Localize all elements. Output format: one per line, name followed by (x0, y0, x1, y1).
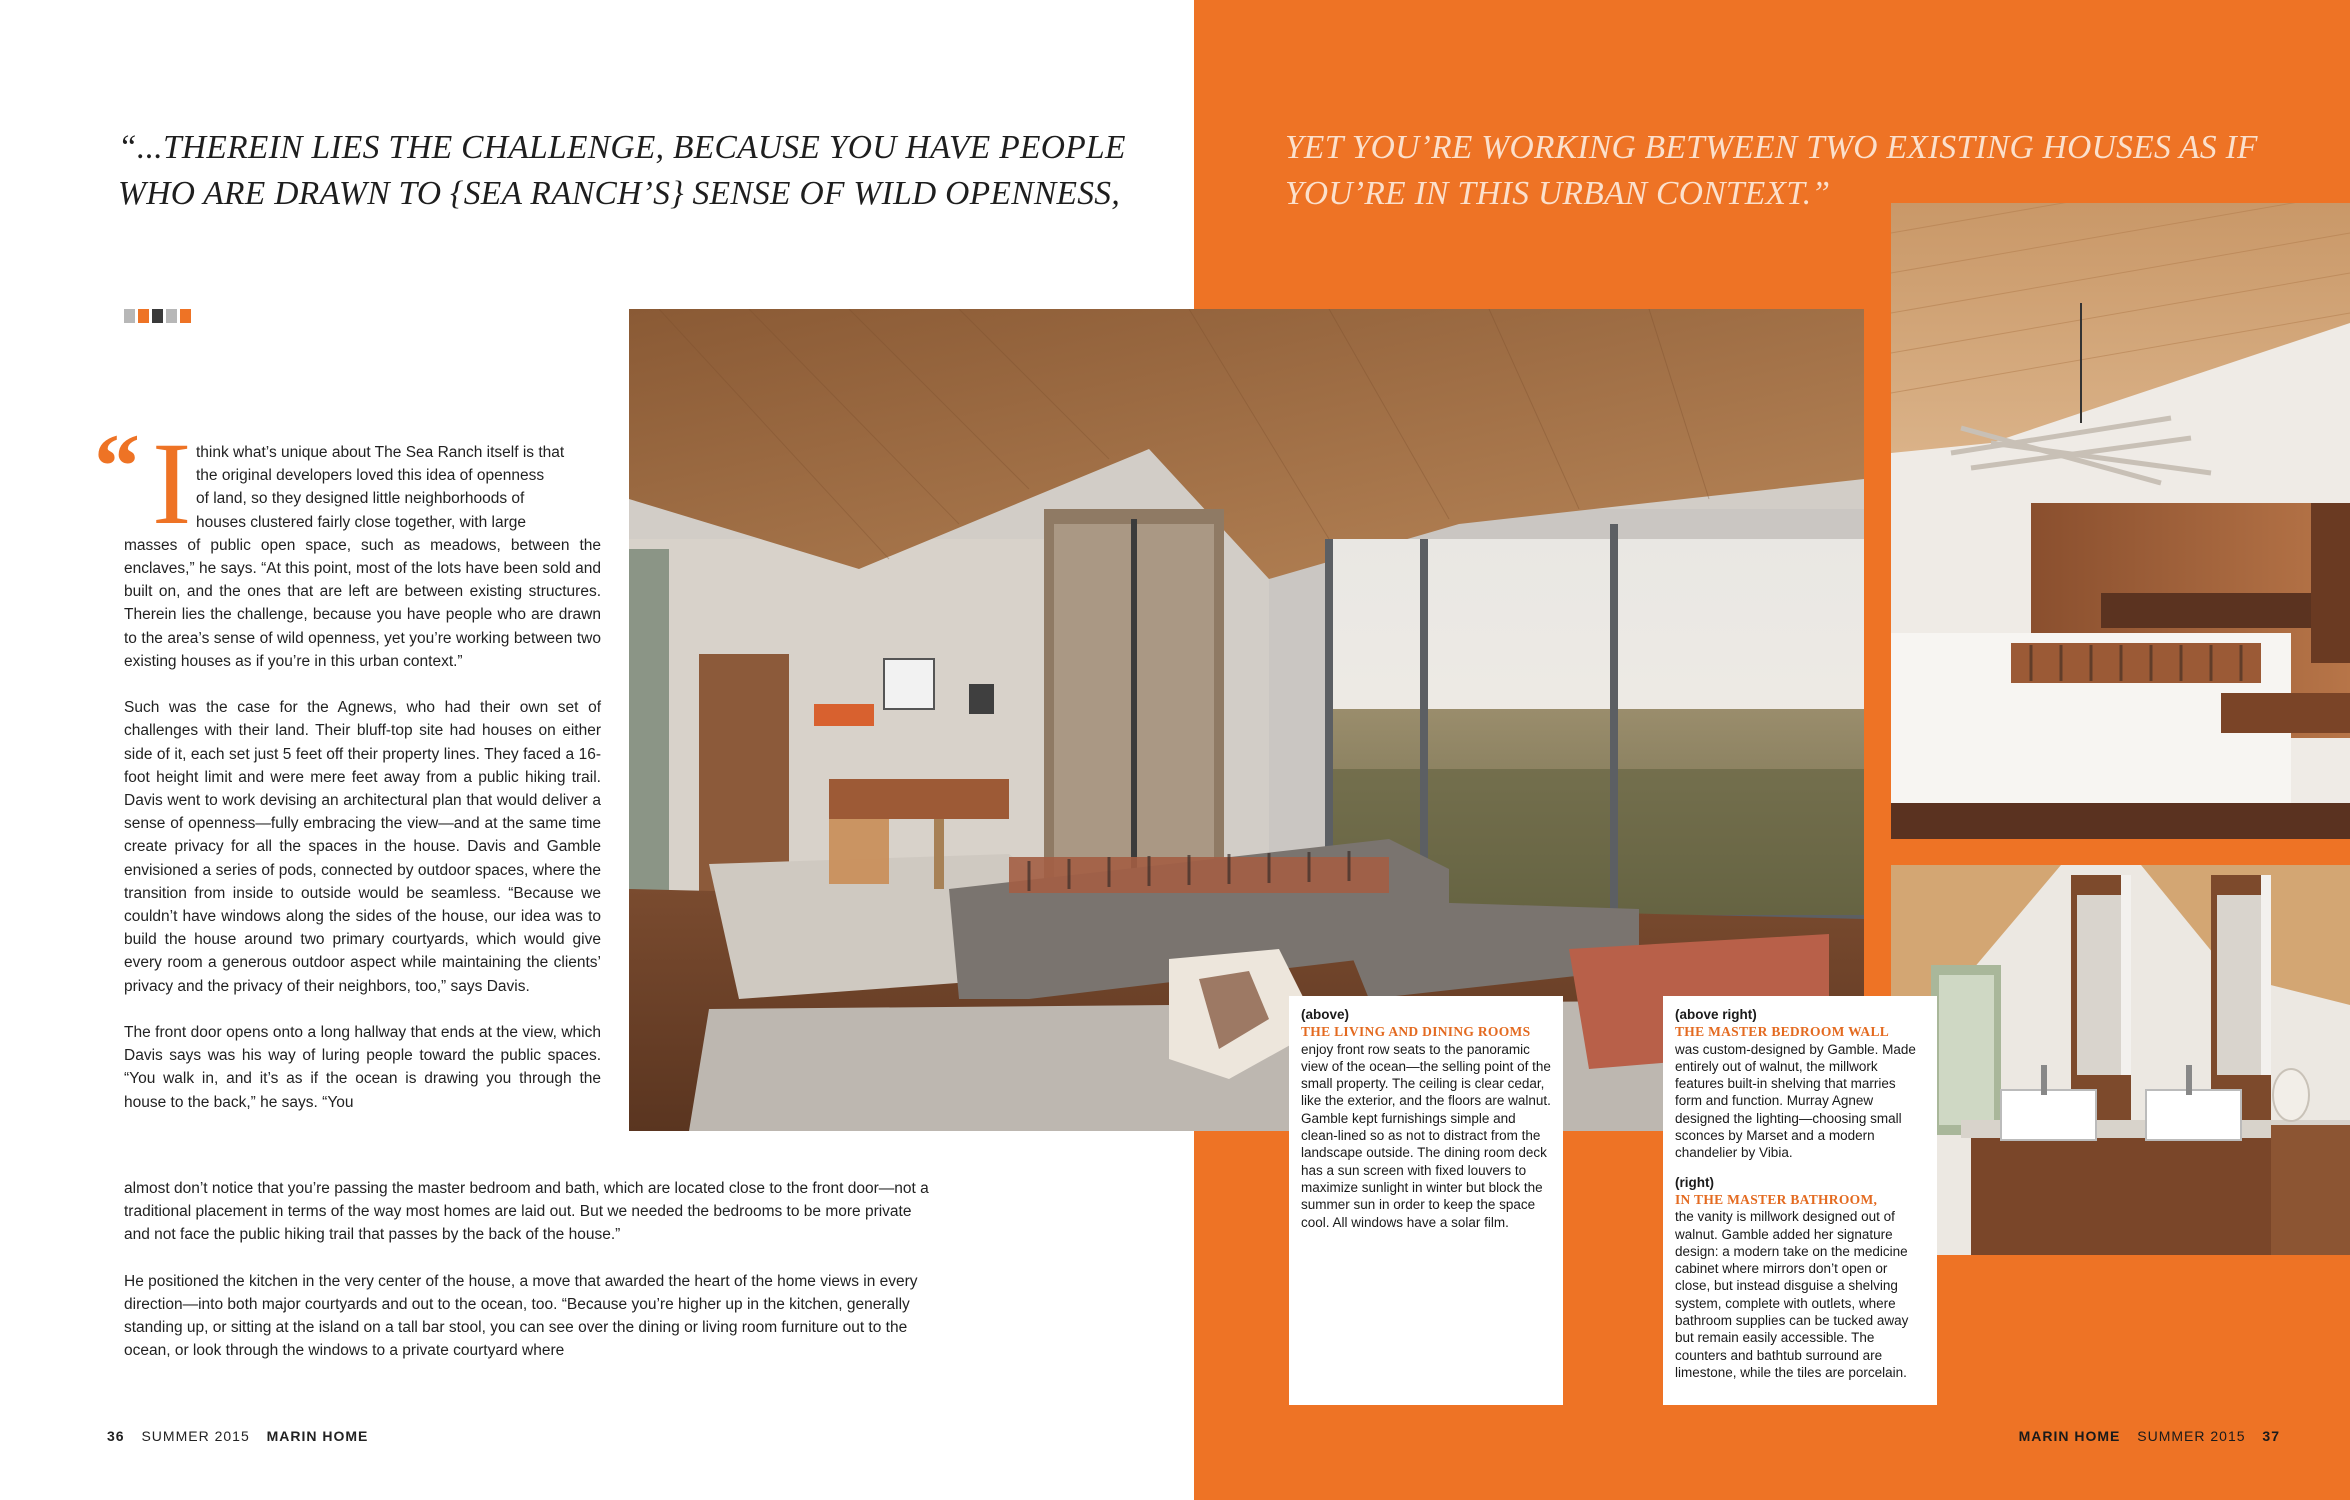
caption-heading: THE MASTER BEDROOM WALL (1675, 1024, 1890, 1040)
caption-position-label: (above right) (1675, 1007, 1757, 1022)
article-column-wide (124, 1177, 929, 1363)
folio-left (107, 1428, 368, 1444)
article-line: think what’s unique about The Sea Ranch itself is that (196, 444, 565, 461)
caption-position-label: (right) (1675, 1174, 1714, 1190)
caption-living-dining (1289, 996, 1563, 1405)
article-paragraph: The front door opens onto a long hallway that ends at the view, which Davis says was his way of luring people toward the public spaces. “You walk in, and it’s as if the ocean is drawing you through the house to the back,” he says. “You (124, 1024, 601, 1111)
caption-bedroom-bathroom (1663, 996, 1937, 1405)
folio-right (2019, 1428, 2280, 1444)
caption-body: was custom-designed by Gamble. Made entirely out of walnut, the millwork features built-in shelving that marries form and function. Murray Agnew designed the lighting—choosing small sconces by Marset and a modern chandelier by Vibia. (1675, 1041, 1916, 1161)
page-number: 37 (2262, 1428, 2280, 1444)
article-line: houses clustered fairly close together, with large (196, 513, 526, 531)
caption-heading: THE LIVING AND DINING ROOMS (1301, 1024, 1531, 1040)
page-number: 36 (107, 1428, 125, 1444)
magazine-name: MARIN HOME (2018, 1428, 2121, 1444)
pull-quote-line: WHO ARE DRAWN TO {SEA RANCH’S} SENSE OF WILD OPENNESS, (118, 175, 1121, 212)
master-bathroom-photo (1891, 865, 2350, 1255)
article-paragraph: almost don’t notice that you’re passing the master bedroom and bath, which are located close to the front door—not a traditional placement in terms of the way most homes are laid out. But we needed the bedrooms to be more private and not face the public hiking trail that passes by the back of the house.” (124, 1180, 929, 1244)
swatch (180, 309, 191, 323)
article-line: of land, so they designed little neighborhoods of (196, 490, 525, 508)
article-paragraph: Such was the case for the Agnews, who had their own set of challenges with their land. Their bluff-top site had houses on either side of it, each set just 5 feet off their property lines. They faced a 16-foot height limit and were mere feet away from a public hiking trail. Davis went to work devising an architectural plan that would deliver a sense of openness—fully embracing the view—and at the same time create privacy for all the spaces in the house. Davis and Gamble envisioned a series of pods, connected by outdoor spaces, where the transition from inside to outside would be seamless. “Because we couldn’t have windows along the sides of the house, our idea was to build the house around two primary courtyards, which would give every room a generous outdoor aspect while maintaining the clients’ privacy and the privacy of their neighbors, too,” says Davis. (124, 699, 601, 995)
pull-quote-line: “...THEREIN LIES THE CHALLENGE, BECAUSE YOU HAVE PEOPLE (118, 129, 1126, 166)
caption-position-label: (above) (1301, 1007, 1350, 1022)
pull-quote-line: YET YOU’RE WORKING BETWEEN TWO EXISTING HOUSES AS IF (1285, 129, 2258, 166)
pull-quote-line: YOU’RE IN THIS URBAN CONTEXT.” (1285, 175, 1831, 212)
swatch (138, 309, 149, 323)
dropcap-quote-mark: “ (94, 415, 140, 517)
color-swatch-ornament (124, 309, 191, 323)
swatch (152, 309, 163, 323)
caption-body: enjoy front row seats to the panoramic view of the ocean—the selling point of the small property. The ceiling is clear cedar, like the exterior, and the floors are walnut. Gamble kept furnishings simple and clean-lined so as not to distract from the landscape outside. The dining room deck has a sun screen with fixed louvers to maximize sunlight in winter but block the summer sun in order to keep the space cool. All windows have a solar film. (1301, 1041, 1551, 1230)
swatch (166, 309, 177, 323)
article-paragraph: He positioned the kitchen in the very center of the house, a move that awarded the heart of the home views in every direction—into both major courtyards and out to the ocean, too. “Because you’re higher up in the kitchen, generally standing up, or sitting at the island on a tall bar stool, you can see over the dining or living room furniture out to the ocean, or look through the windows to a private courtyard where (124, 1272, 918, 1360)
article-line: the original developers loved this idea of openness (196, 467, 545, 485)
caption-heading: IN THE MASTER BATHROOM, (1675, 1191, 1878, 1207)
master-bedroom-photo (1891, 203, 2350, 839)
article-column-left (124, 441, 601, 1114)
issue-label: SUMMER 2015 (141, 1428, 250, 1444)
caption-body: the vanity is millwork designed out of walnut. Gamble added her signature design: a modern take on the medicine cabinet where mirrors don’t open or close, but instead disguise a shelving system, complete with outlets, where bathroom supplies can be tucked away but remain easily accessible. The counters and bathtub surround are limestone, while the tiles are porcelain. (1675, 1209, 1909, 1380)
magazine-name: MARIN HOME (266, 1428, 369, 1444)
dropcap-letter: I (152, 418, 192, 549)
issue-label: SUMMER 2015 (2137, 1428, 2246, 1444)
swatch (124, 309, 135, 323)
pull-quote-left (118, 125, 1126, 217)
article-paragraph: masses of public open space, such as meadows, between the enclaves,” he says. “At this point, most of the lots have been sold and built on, and the ones that are left are between existing structures. Therein lies the challenge, because you have people who are drawn to the area’s sense of wild openness, yet you’re working between two existing houses as if you’re in this urban context.” (124, 536, 601, 670)
